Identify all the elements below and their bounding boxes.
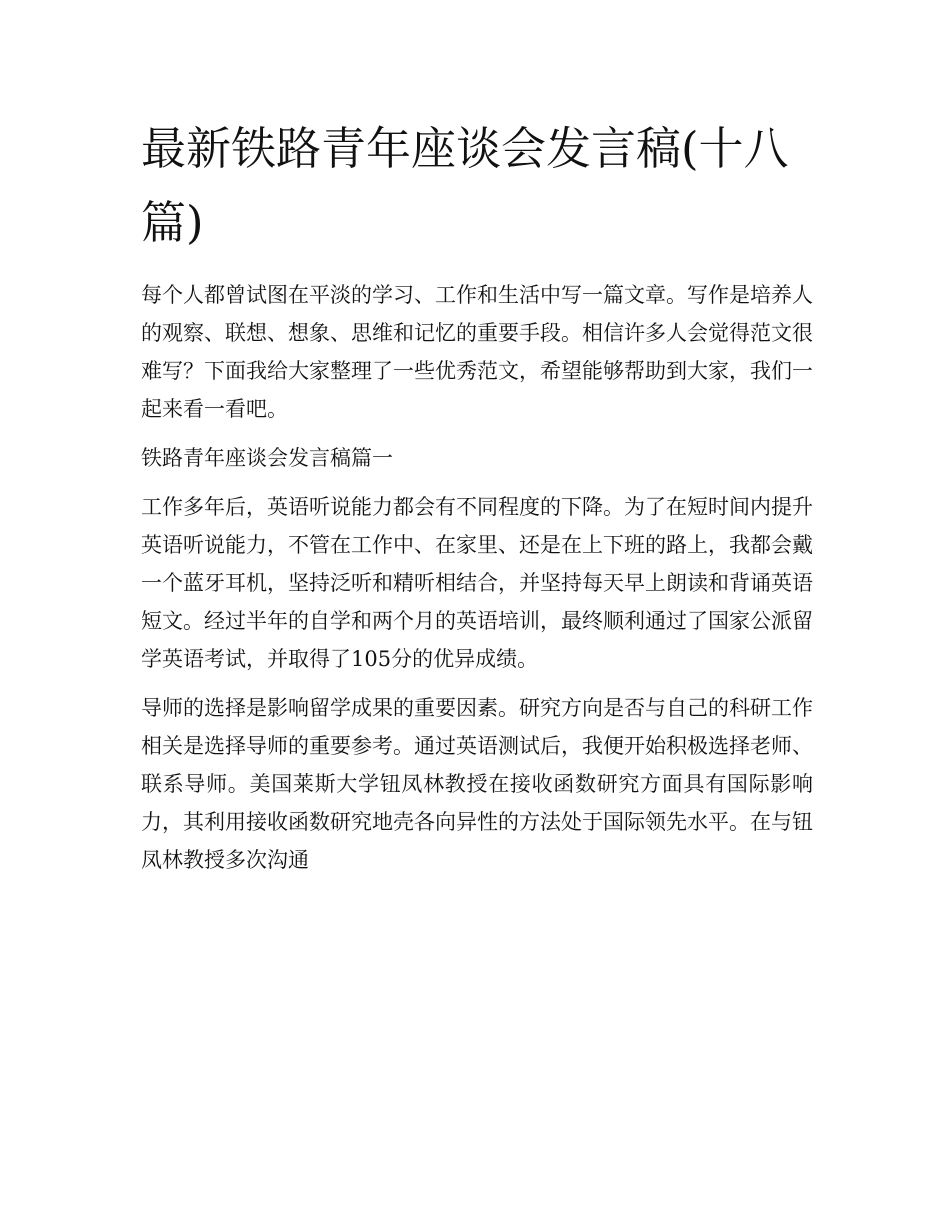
- document-title: 最新铁路青年座谈会发言稿(十八篇): [141, 122, 789, 249]
- section-heading: 铁路青年座谈会发言稿篇一: [141, 446, 393, 470]
- body-paragraph-1: 工作多年后，英语听说能力都会有不同程度的下降。为了在短时间内提升英语听说能力，不管在工作中、在家里、还是在上下班的路上，我都会戴一个蓝牙耳机，坚持泛听和精听相结合，并坚持每天早上朗读和背诵英语短文。经过半年的自学和两个月的英语培训，最终顺利通过了国家公派留学英语考试，并取得了105分的优异成绩。: [141, 495, 813, 671]
- body-paragraph-2: 导师的选择是影响留学成果的重要因素。研究方向是否与自己的科研工作相关是选择导师的重要参考。通过英语测试后，我便开始积极选择老师、联系导师。美国莱斯大学钮凤林教授在接收函数研究方面具有国际影响力，其利用接收函数研究地壳各向异性的方法处于国际领先水平。在与钮凤林教授多次沟通: [141, 696, 813, 872]
- document-body: [141, 112, 813, 879]
- intro-paragraph: 每个人都曾试图在平淡的学习、工作和生活中写一篇文章。写作是培养人的观察、联想、想象、思维和记忆的重要手段。相信许多人会觉得范文很难写？下面我给大家整理了一些优秀范文，希望能够帮助到大家，我们一起来看一看吧。: [141, 283, 813, 421]
